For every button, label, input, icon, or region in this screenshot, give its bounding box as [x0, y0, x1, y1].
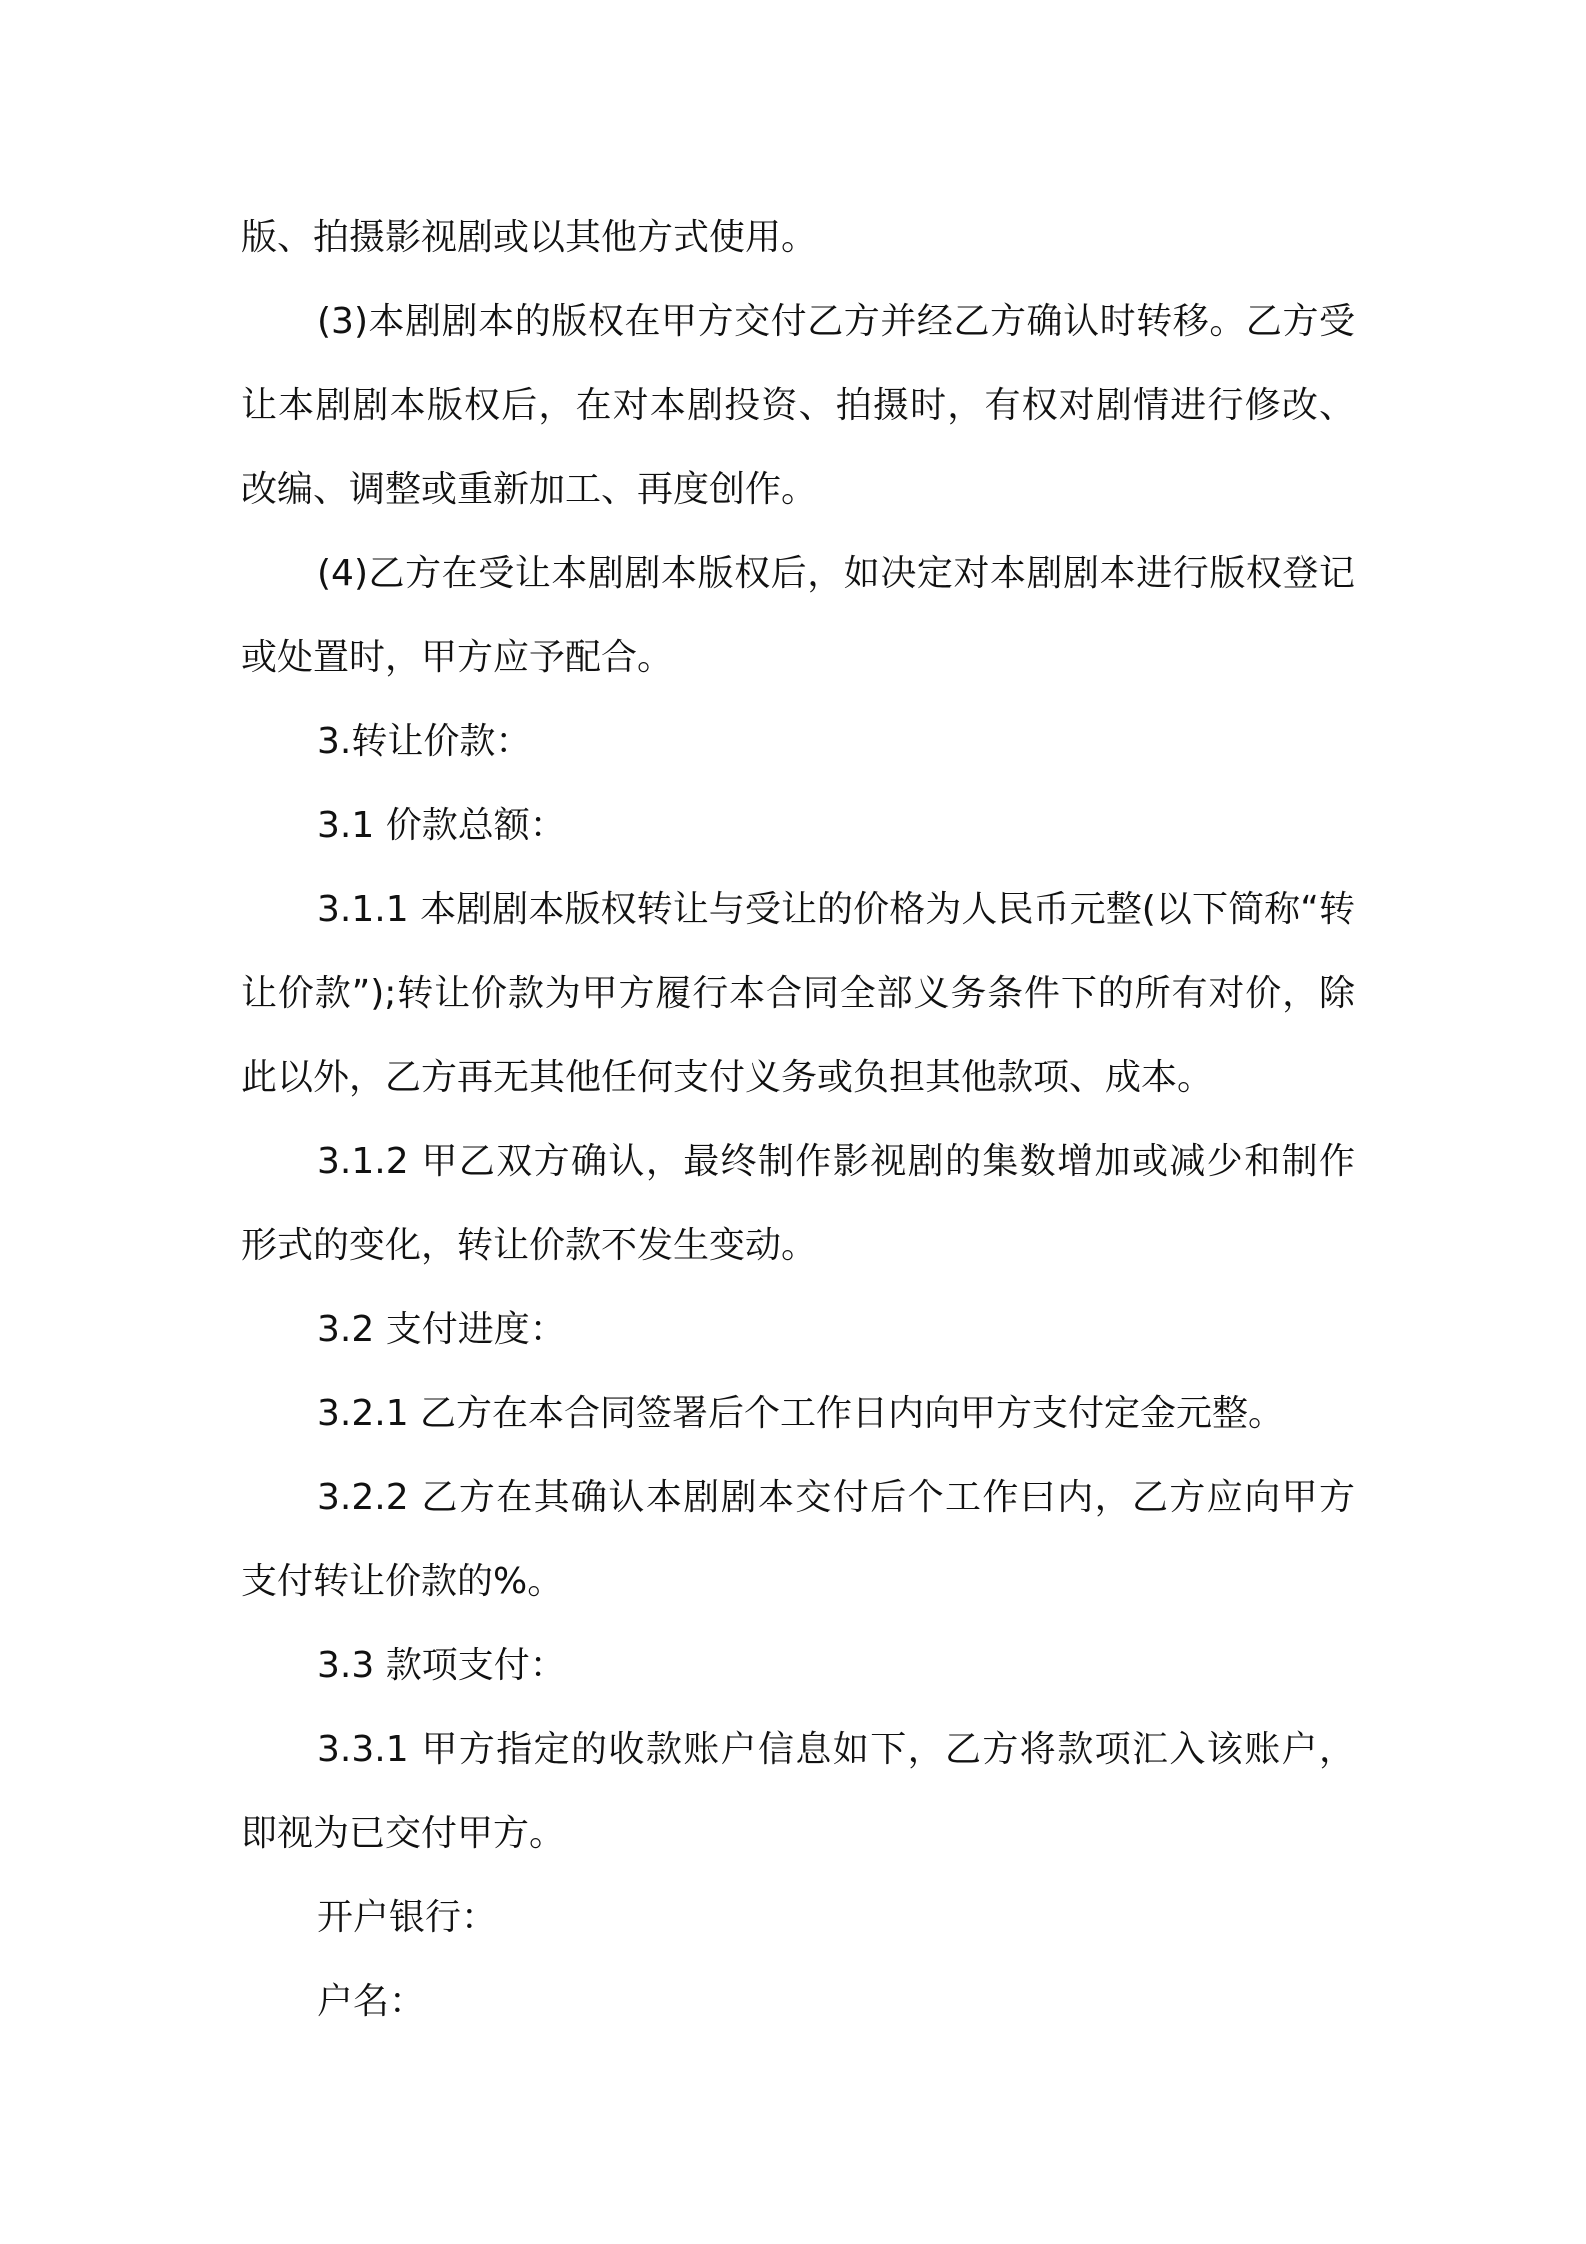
- bank-name-label: 开户银行：: [317, 1897, 498, 1938]
- section-heading-transfer-price: 3.转让价款：: [317, 721, 532, 762]
- account-name-label: 户名：: [317, 1981, 426, 2022]
- paragraph-3-1-2: 3.1.2 甲乙双方确认，最终制作影视剧的集数增加或减少和制作形式的变化，转让价款不发生变动。: [241, 1141, 1355, 1266]
- paragraph-3-2-2: 3.2.2 乙方在其确认本剧剧本交付后个工作曰内，乙方应向甲方支付转让价款的%。: [241, 1477, 1355, 1602]
- subsection-heading-payment-method: 3.3 款项支付：: [317, 1645, 566, 1686]
- paragraph-clause-3: (3)本剧剧本的版权在甲方交付乙方并经乙方确认时转移。乙方受让本剧剧本版权后，在对本剧投资、拍摄时，有权对剧情进行修改、改编、调整或重新加工、再度创作。: [241, 301, 1355, 510]
- subsection-heading-payment-schedule: 3.2 支付进度：: [317, 1309, 566, 1350]
- document-body: [241, 196, 1355, 2044]
- paragraph-3-2-1: 3.2.1 乙方在本合同签署后个工作日内向甲方支付定金元整。: [317, 1393, 1285, 1434]
- paragraph-3-3-1: 3.3.1 甲方指定的收款账户信息如下，乙方将款项汇入该账户，即视为已交付甲方。: [241, 1729, 1355, 1854]
- paragraph-clause-4: (4)乙方在受让本剧剧本版权后，如决定对本剧剧本进行版权登记或处置时，甲方应予配合。: [241, 553, 1355, 678]
- paragraph-continuation: 版、拍摄影视剧或以其他方式使用。: [241, 217, 818, 258]
- paragraph-3-1-1: 3.1.1 本剧剧本版权转让与受让的价格为人民币元整(以下简称“转让价款”);转让价款为甲方履行本合同全部义务条件下的所有对价，除此以外，乙方再无其他任何支付义务或负担其他款项、成本。: [241, 889, 1355, 1098]
- subsection-heading-total-price: 3.1 价款总额：: [317, 805, 566, 846]
